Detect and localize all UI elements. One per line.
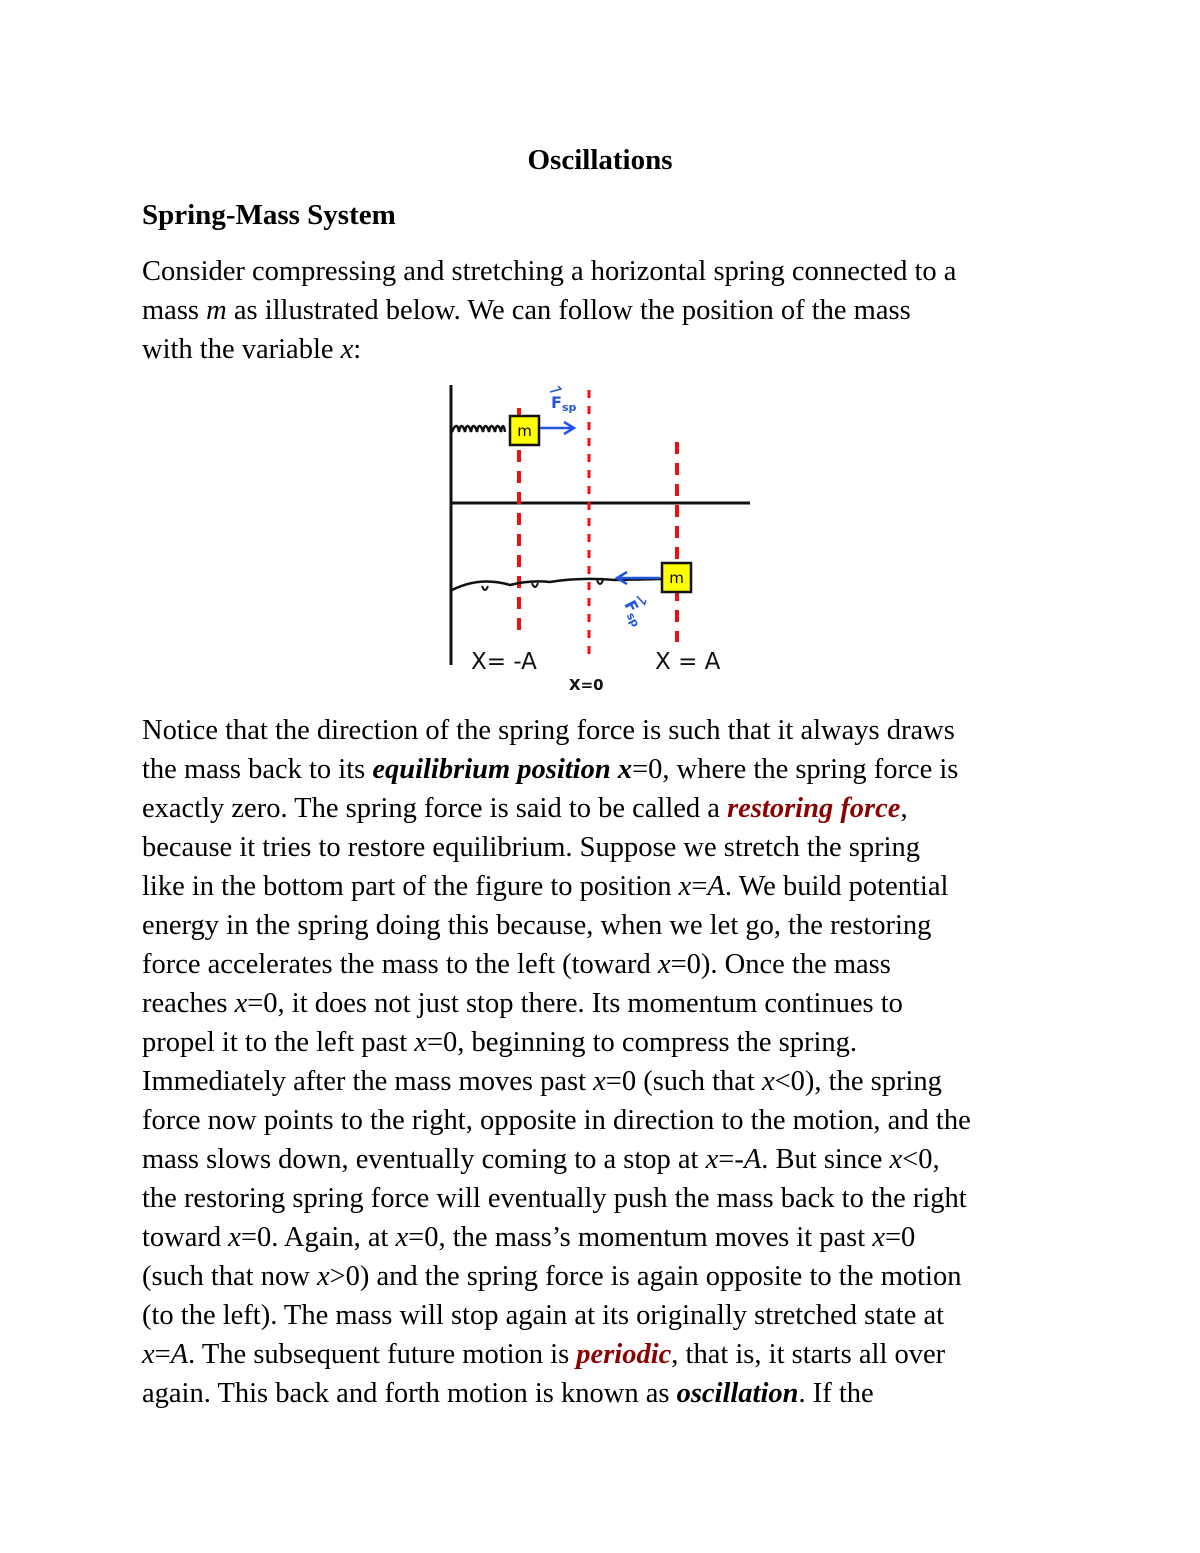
spring-mass-figure [440,380,760,700]
text-segment: =0). Once the mass [670,949,891,980]
mass-label-bottom: m [669,569,684,587]
text-segment: . But since [761,1144,890,1175]
mass-label-top: m [517,422,532,440]
text-segment: because it tries to restore equilibrium. Suppose we stretch the spring [142,832,921,863]
text-segment: with the variable [142,334,341,365]
text-segment: reaches [142,988,235,1019]
text-line [142,330,1062,369]
text-segment: mass slows down, eventually coming to a stop at [142,1144,706,1175]
text-line [142,1296,1062,1335]
text-line [142,1062,1062,1101]
page-title: Oscillations [527,144,673,176]
text-segment: toward [142,1222,229,1253]
section-heading: Spring-Mass System [142,199,396,231]
text-segment: x [316,1261,330,1292]
text-segment: =0 [884,1222,916,1253]
text-segment: exactly zero. The spring force is said to be called a [142,793,728,824]
text-segment: A [707,871,725,902]
text-segment: x [678,871,692,902]
force-label-bottom-group [618,593,654,629]
text-line [142,867,1062,906]
intro-paragraph [142,252,1062,369]
text-line [142,945,1062,984]
text-line [142,906,1062,945]
text-line [142,828,1062,867]
compressed-spring [452,426,505,432]
text-segment: force accelerates the mass to the left (toward [142,949,658,980]
force-label-bottom: Fsp [620,596,643,630]
text-segment: x [593,1066,606,1097]
text-segment: (to the left). The mass will stop again at its originally stretched state at [142,1300,945,1331]
text-segment: <0, [902,1144,940,1175]
text-segment: =0, beginning to compress the spring. [426,1027,857,1058]
text-line [142,1374,1062,1413]
text-segment: x [340,334,354,365]
text-segment: periodic [576,1339,672,1370]
text-segment: =0, the mass’s momentum moves it past [408,1222,873,1253]
text-line [142,1335,1062,1374]
text-segment: . We build potential [724,871,949,902]
text-segment: the restoring spring force will eventually push the mass back to the right [142,1183,967,1214]
text-segment: x [657,949,671,980]
text-segment: <0), the spring [774,1066,942,1097]
text-segment: A [170,1339,189,1370]
text-segment: energy in the spring doing this because, when we let go, the restoring [142,910,932,941]
text-segment: x [142,1339,155,1370]
text-segment: =0, it does not just stop there. Its momentum continues to [247,988,903,1019]
text-segment: x [761,1066,775,1097]
text-segment: = [691,871,708,902]
label-zero: X=0 [569,676,604,694]
text-line [142,789,1062,828]
text-segment: mass [142,295,207,326]
text-line [142,1101,1062,1140]
text-segment: the mass back to its [142,754,373,785]
text-line [142,1218,1062,1257]
text-segment: =0. Again, at [240,1222,396,1253]
text-segment: as illustrated below. We can follow the position of the mass [226,295,911,326]
text-line [142,711,1062,750]
text-segment: . The subsequent future motion is [188,1339,577,1370]
text-segment: =0, where the spring force is [632,754,959,785]
text-line [142,1257,1062,1296]
text-segment: =0 (such that [605,1066,762,1097]
text-segment: Consider compressing and stretching a horizontal spring connected to a [142,256,957,287]
text-segment: =- [718,1144,744,1175]
text-segment: x [889,1144,903,1175]
text-segment: = [154,1339,171,1370]
text-line [142,1179,1062,1218]
text-line [142,1023,1062,1062]
text-segment: x [395,1222,409,1253]
text-line [142,291,1062,330]
vector-mark-top [550,386,561,392]
text-segment: oscillation [676,1378,799,1409]
text-line [142,252,1062,291]
text-segment: A [743,1144,762,1175]
text-segment: Immediately after the mass moves past [142,1066,594,1097]
text-segment: x [228,1222,241,1253]
text-segment: like in the bottom part of the figure to position [142,871,679,902]
body-paragraph [142,711,1062,1413]
text-segment: x [414,1027,427,1058]
force-label-top: Fsp [551,393,577,414]
text-segment: force now points to the right, opposite in direction to the motion, and the [142,1105,971,1136]
text-segment: (such that now [142,1261,317,1292]
text-line [142,1140,1062,1179]
label-neg-a: X= -A [471,649,537,675]
text-segment: >0) and the spring force is again opposite to the motion [329,1261,962,1292]
text-segment: . If the [798,1378,874,1409]
text-line [142,984,1062,1023]
spring-mass-diagram [440,380,760,700]
text-segment: m [206,295,227,326]
text-segment: restoring force [727,793,901,824]
text-segment: x [705,1144,719,1175]
text-segment: Notice that the direction of the spring force is such that it always draws [142,715,955,746]
label-pos-a: X = A [655,649,721,675]
text-line [142,750,1062,789]
text-segment: , [900,793,908,824]
text-segment: , that is, it starts all over [671,1339,946,1370]
text-segment: again. This back and forth motion is known as [142,1378,677,1409]
text-segment: equilibrium position x [372,754,633,785]
text-segment: x [872,1222,885,1253]
text-segment: x [234,988,248,1019]
text-segment: : [353,334,362,365]
text-segment: propel it to the left past [142,1027,415,1058]
